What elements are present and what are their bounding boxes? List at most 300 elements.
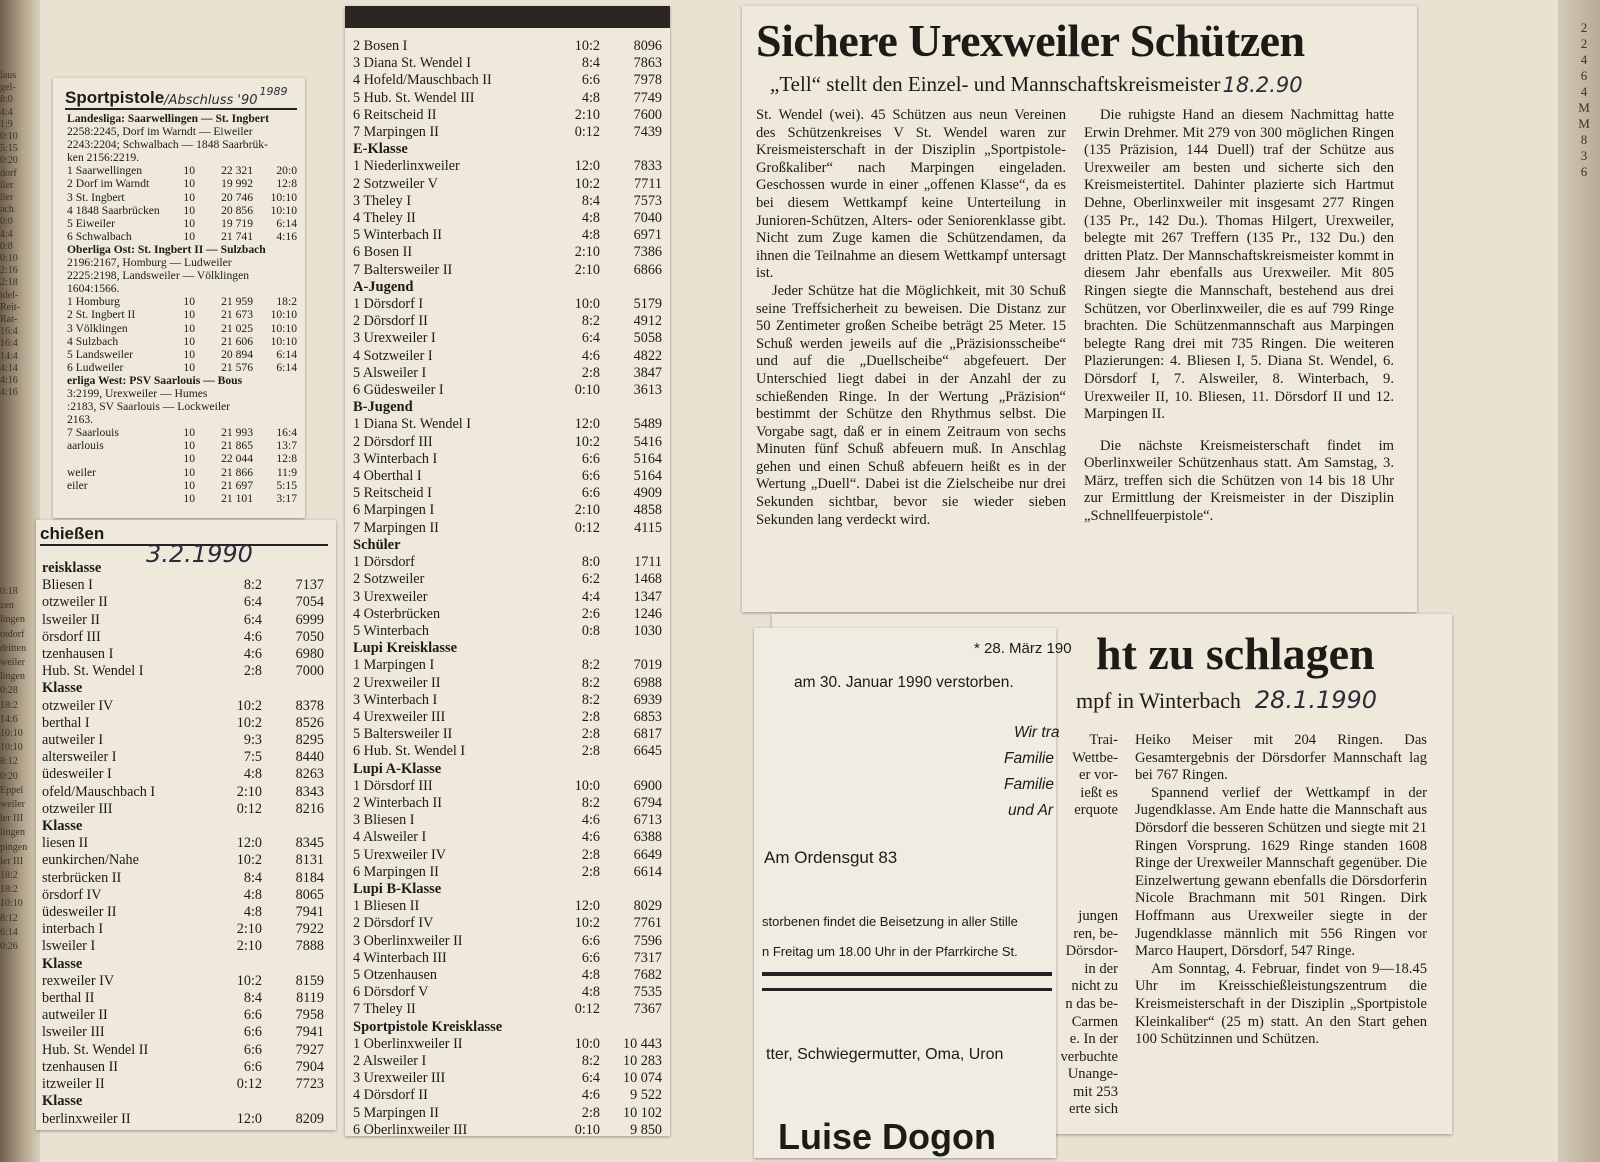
team-name: 1 Dörsdorf III: [353, 777, 433, 794]
edge-fragment: otdorf: [0, 628, 25, 640]
team-name: 1 Homburg: [67, 295, 120, 309]
rings: 10 102: [622, 1104, 662, 1121]
team-name: 3 Urexweiler III: [353, 1070, 446, 1087]
points: 0:12: [236, 1076, 262, 1093]
edge-fragment: weiler: [0, 799, 25, 811]
points: 10:10: [270, 334, 297, 348]
edge-fragment: 10:10: [0, 728, 23, 740]
points: 2:6: [581, 605, 600, 622]
points: 6:14: [276, 347, 297, 361]
text-fragment: Wettbe-: [1072, 749, 1118, 766]
edge-fragment: 14:6: [0, 713, 18, 725]
points: 2:10: [236, 783, 262, 800]
handwritten-note: /Abschluss '90: [164, 93, 258, 108]
rings: 7761: [633, 915, 662, 932]
text-line: 2243:2204; Schwalbach — 1848 Saarbrük-: [67, 138, 268, 152]
edge-fragment: idel-: [0, 289, 19, 301]
table-row: [353, 847, 662, 864]
table-row: [67, 308, 297, 321]
rings: 7137: [295, 577, 324, 594]
team-name: 1 Bliesen II: [353, 898, 420, 915]
rings: 10 283: [622, 1052, 662, 1069]
rings: 9 522: [630, 1087, 662, 1104]
article-paragraph: St. Wendel (wei). 45 Schützen aus neun Vereinen des Schützenkreises V St. Wendel waren zur Kreismeisterschaft in der Disziplin „Sportpistole-Großkaliber“ nach Marpingen eingeladen. Geschossen wurde in einer „offenen Klasse“, da es bei diesem Wettkampf keine Unterteilung in Junioren-Schützen, Alters- oder Seniorenklasse gibt. Nicht zum Zuge kamen die Schützendamen, da ihnen die Teilnahme an diesem Wettkampf untersagt ist.: [756, 107, 1066, 282]
points: 2:8: [243, 663, 262, 680]
team-name: autweiler I: [42, 732, 104, 749]
clip-schiessen-kreisklasse: [36, 520, 336, 1130]
text-fragment: er vor-: [1078, 767, 1118, 784]
obituary-line: storbenen findet die Beisetzung in aller Stille: [762, 914, 1018, 929]
table-row: [353, 571, 662, 588]
table-row: [42, 1076, 324, 1093]
edge-fragment: ler III: [0, 813, 24, 825]
edge-fragment: 0:10: [0, 131, 18, 143]
team-name: 7 Marpingen II: [353, 124, 439, 141]
edge-fragment: 18:2: [0, 884, 18, 896]
rings: 20 894: [221, 347, 253, 361]
team-name: 1 Dörsdorf: [353, 554, 415, 571]
table-row: [42, 801, 324, 818]
text-fragment: nicht zu: [1071, 978, 1118, 995]
team-name: [67, 492, 173, 505]
edge-fragment: lingen: [0, 827, 25, 839]
table-row: [67, 204, 297, 217]
rings: 7682: [633, 966, 662, 983]
table-row: [353, 348, 662, 365]
table-row: [353, 984, 662, 1001]
table-row: [353, 778, 662, 795]
points: 6:6: [243, 1041, 262, 1058]
points: 8:4: [243, 869, 262, 886]
points: 4:8: [581, 966, 600, 983]
table-row: [353, 864, 662, 881]
points: 10:2: [236, 714, 262, 731]
text-line: 2225:2198, Landsweiler — Völklingen: [67, 269, 250, 283]
table-row: [353, 193, 662, 210]
table-row: [353, 1122, 662, 1139]
matches: 10: [183, 360, 195, 374]
edge-fragment: 2:18: [0, 277, 18, 289]
points: 8:2: [243, 577, 262, 594]
edge-fragment: 3: [1580, 148, 1588, 163]
rings: 7596: [633, 932, 662, 949]
team-name: 2 Winterbach II: [353, 794, 442, 811]
obituary-address: Am Ordensgut 83: [764, 848, 898, 867]
text-fragment: [1052, 820, 1118, 838]
obituary-line: n Freitag um 18.00 Uhr in der Pfarrkirche St.: [762, 944, 1018, 959]
table-row: [67, 348, 297, 361]
table-row: [353, 124, 662, 141]
points: 0:10: [574, 1121, 600, 1138]
section-heading: reisklasse: [42, 560, 102, 576]
edge-fragment: 14:4: [0, 350, 18, 362]
points: 10:10: [270, 321, 297, 335]
edge-fragment: 0:10: [0, 253, 18, 265]
text-fragment: e. In der: [1069, 1031, 1118, 1048]
text-fragment: Carmen: [1071, 1013, 1118, 1030]
table-row: [42, 629, 324, 646]
points: 10:0: [574, 777, 600, 794]
section-heading: E-Klasse: [353, 141, 408, 158]
rings: 8343: [295, 783, 324, 800]
rings: 21 673: [221, 308, 253, 322]
table-row: [353, 434, 662, 451]
rings: 8345: [295, 835, 324, 852]
team-name: tzenhausen I: [42, 646, 114, 663]
team-name: 4 Sulzbach: [67, 334, 119, 348]
points: 8:2: [581, 674, 600, 691]
table-row: [67, 335, 297, 348]
table-row: [42, 1024, 324, 1041]
table-row: [353, 554, 662, 571]
table-row: [67, 492, 297, 505]
team-name: 5 Otzenhausen: [353, 966, 437, 983]
table-row: [42, 921, 324, 938]
points: 8:2: [581, 691, 600, 708]
team-name: 1 Oberlinxweiler II: [353, 1035, 463, 1052]
points: 12:0: [236, 1110, 262, 1127]
matches: 10: [183, 308, 195, 322]
matches: 10: [183, 465, 195, 479]
points: 0:12: [236, 800, 262, 817]
points: 10:2: [574, 38, 600, 54]
text-fragment: mit 253: [1073, 1083, 1118, 1100]
table-row: [353, 1053, 662, 1070]
points: 4:8: [243, 886, 262, 903]
table-row: [353, 262, 662, 279]
text-line: 3:2199, Urexweiler — Humes: [67, 386, 208, 400]
team-name: 5 Baltersweiler II: [353, 726, 453, 743]
points: 12:8: [276, 452, 297, 466]
table-row: [42, 938, 324, 955]
matches: 10: [183, 321, 195, 335]
edge-fragment: 0:26: [0, 941, 18, 953]
team-name: 4 Sotzweiler I: [353, 347, 433, 364]
table-row: [42, 749, 324, 766]
section-heading: Klasse: [42, 680, 83, 697]
obituary-line: Familie: [1004, 776, 1054, 793]
table-row: [42, 835, 324, 852]
points: 2:10: [574, 502, 600, 519]
table-row: [353, 244, 662, 261]
team-name: 7 Baltersweiler II: [353, 261, 453, 278]
points: 2:10: [236, 938, 262, 955]
black-header-bar: [345, 6, 670, 28]
points: 10:2: [236, 697, 262, 714]
edge-fragment: 0:8: [0, 240, 13, 252]
points: 4:6: [243, 628, 262, 645]
table-row: [353, 1105, 662, 1122]
team-name: 3 Urexweiler I: [353, 330, 436, 347]
table-row: [353, 1070, 662, 1087]
section-heading: Klasse: [42, 818, 83, 835]
team-name: 4 Osterbrücken: [353, 605, 441, 622]
clip-title: Sportpistole: [65, 88, 165, 107]
edge-fragment: 8:12: [0, 912, 18, 924]
points: 12:0: [574, 898, 600, 915]
section-heading: Lupi Kreisklasse: [353, 640, 458, 657]
text-fragment: Dörsdor-: [1065, 943, 1118, 960]
rings: 7978: [633, 72, 662, 89]
rings: 7040: [633, 210, 662, 227]
points: 4:16: [276, 229, 297, 243]
points: 8:4: [581, 55, 600, 72]
table-row: [42, 852, 324, 869]
table-row: [353, 692, 662, 709]
points: 6:6: [243, 1024, 262, 1041]
table-row: [42, 887, 324, 904]
points: 13:7: [276, 439, 297, 453]
team-name: eiler: [67, 478, 88, 492]
text-line: Oberliga Ost: St. Ingbert II — Sulzbach: [67, 242, 266, 256]
edge-fragment: dorf: [0, 167, 17, 179]
table-row: [353, 967, 662, 984]
points: 6:6: [581, 485, 600, 502]
matches: 10: [183, 164, 195, 178]
rings: 3847: [633, 364, 662, 381]
edge-fragment: laus: [0, 70, 17, 81]
section-heading: Lupi B-Klasse: [353, 880, 442, 897]
team-name: 6 Güdesweiler I: [353, 382, 444, 399]
obituary-line: Familie: [1004, 750, 1054, 767]
rings: 7904: [295, 1058, 324, 1075]
team-name: 6 Schwalbach: [67, 229, 132, 243]
edge-fragment: Eppel: [0, 784, 24, 796]
rings: 6971: [633, 227, 662, 244]
text-line: :2183, SV Saarlouis — Lockweiler: [67, 400, 231, 414]
edge-fragment: dritten: [0, 642, 27, 654]
table-row: [353, 485, 662, 502]
points: 6:2: [581, 571, 600, 588]
rings: 7050: [295, 628, 324, 645]
edge-fragment: 6: [1580, 68, 1588, 83]
points: 4:8: [581, 227, 600, 244]
rings: 7941: [295, 1024, 324, 1041]
points: 2:10: [236, 921, 262, 938]
points: 8:4: [243, 990, 262, 1007]
text-fragment: n das be-: [1065, 995, 1118, 1012]
table-row: [67, 295, 297, 308]
points: 4:6: [581, 812, 600, 829]
text-fragment: [1052, 855, 1118, 873]
rings: 7958: [295, 1007, 324, 1024]
points: 2:8: [581, 863, 600, 880]
edge-fragment: 4: [1580, 84, 1588, 99]
section-heading: Klasse: [42, 1093, 83, 1110]
edge-fragment: zen: [0, 600, 14, 612]
table-row: [353, 72, 662, 89]
rings: 21 741: [221, 229, 253, 243]
section-heading: Sportpistole Kreisklasse: [353, 1018, 503, 1035]
rings: 4115: [634, 519, 662, 536]
team-name: üdesweiler II: [42, 904, 117, 921]
handwritten-date: 18.2.90: [1222, 73, 1303, 97]
points: 8:0: [581, 554, 600, 571]
team-name: 4 Alsweiler I: [353, 829, 427, 846]
rings: 21 576: [221, 360, 253, 374]
points: 0:12: [574, 124, 600, 141]
edge-fragment: 0:18: [0, 586, 18, 597]
handwritten-date: 28.1.1990: [1254, 686, 1378, 714]
points: 9:3: [243, 732, 262, 749]
team-name: 4 Urexweiler III: [353, 708, 446, 725]
text-fragment: ießt es: [1080, 784, 1118, 801]
edge-fragment: 8:12: [0, 756, 18, 768]
team-name: 2 Dörsdorf II: [353, 313, 428, 330]
table-row: [353, 933, 662, 950]
rings: 7723: [295, 1076, 324, 1093]
team-name: sterbrücken II: [42, 869, 122, 886]
clip-obituary-notice: [754, 628, 1072, 1158]
rings: 6388: [633, 829, 662, 846]
edge-fragment: 18:2: [0, 870, 18, 882]
article-paragraph: Am Sonntag, 4. Februar, findet von 9—18.45 Uhr im Kreisschießleistungszentrum die Kreismeisterschaft in der Disziplin „Sportpistole Kleinkaliber“ (25 m) statt. An den Start gehen 100 Schützinnen und Schützen.: [1135, 960, 1427, 1048]
edge-fragment: 4: [1580, 52, 1588, 67]
edge-fragment: 8:0: [0, 94, 13, 106]
table-row: [353, 1036, 662, 1053]
table-row: [353, 795, 662, 812]
table-row: [42, 663, 324, 680]
rings: 21 865: [221, 439, 253, 453]
obituary-rule: [762, 972, 1052, 976]
team-name: 7 Saarlouis: [67, 426, 119, 440]
clip-sportpistole-landesliga: [53, 78, 305, 518]
points: 2:8: [581, 726, 600, 743]
left-edge-fragments-lower: [0, 585, 34, 955]
team-name: 1 Saarwellingen: [67, 164, 143, 178]
rings: 6980: [295, 646, 324, 663]
obituary-line: tter, Schwiegermutter, Oma, Uron: [766, 1046, 1004, 1063]
edge-fragment: 4:16: [0, 375, 18, 387]
clip-kreisliga-results: [345, 6, 670, 1136]
edge-fragment: 5:15: [0, 143, 18, 155]
matches: 10: [183, 295, 195, 309]
rings: 7600: [633, 106, 662, 123]
text-line: 1604:1566.: [67, 282, 120, 296]
table-row: [353, 90, 662, 107]
edge-fragment: 0:0: [0, 216, 13, 228]
matches: 10: [183, 426, 195, 440]
table-row: [42, 1111, 324, 1128]
table-row: [42, 1042, 324, 1059]
table-row: [42, 870, 324, 887]
team-name: 3 Bliesen I: [353, 812, 415, 829]
rings: 6900: [633, 777, 662, 794]
left-edge-fragments: [0, 70, 36, 500]
article-subhead: „Tell“ stellt den Einzel- und Mannschaftskreismeister: [770, 72, 1221, 96]
rings: 8378: [295, 697, 324, 714]
points: 10:2: [236, 972, 262, 989]
points: 0:8: [581, 622, 600, 639]
edge-fragment: 0:28: [0, 685, 18, 697]
obituary-death-date: am 30. Januar 1990 verstorben.: [794, 674, 1014, 691]
text-fragment: [1052, 890, 1118, 908]
team-name: 7 Theley II: [353, 1001, 416, 1018]
team-name: aarlouis: [67, 439, 104, 453]
points: 12:8: [276, 177, 297, 191]
team-name: 5 Alsweiler I: [353, 364, 427, 381]
rings: 8209: [295, 1110, 324, 1127]
team-name: 3 Diana St. Wendel I: [353, 55, 471, 72]
matches: 10: [183, 177, 195, 191]
edge-fragment: M: [1578, 116, 1590, 131]
points: 2:8: [581, 708, 600, 725]
rings: 8119: [296, 990, 324, 1007]
team-name: 5 Reitscheid I: [353, 485, 432, 502]
edge-fragment: lingen: [0, 671, 25, 683]
table-row: [67, 191, 297, 204]
points: 2:8: [581, 743, 600, 760]
text-line: ken 2156:2219.: [67, 151, 140, 165]
rings: 4858: [633, 502, 662, 519]
rings: 7573: [633, 192, 662, 209]
rings: 20 856: [221, 203, 253, 217]
rings: 5164: [633, 468, 662, 485]
rings: 8295: [295, 732, 324, 749]
points: 6:6: [243, 1058, 262, 1075]
team-name: otzweiler IV: [42, 697, 114, 714]
table-row: [353, 158, 662, 175]
team-name: 6 Ludweiler: [67, 360, 124, 374]
rings: 8065: [295, 886, 324, 903]
points: 4:6: [243, 646, 262, 663]
points: 8:2: [581, 794, 600, 811]
points: 2:10: [574, 244, 600, 261]
edge-fragment: 18:2: [0, 699, 18, 711]
rings: 7888: [295, 938, 324, 955]
rings: 21 101: [221, 491, 253, 505]
table-row: [353, 330, 662, 347]
matches: 10: [183, 229, 195, 243]
table-row: [67, 479, 297, 492]
rings: 1711: [634, 554, 662, 571]
table-row: [42, 715, 324, 732]
points: 2:8: [581, 846, 600, 863]
team-name: 2 Sotzweiler: [353, 571, 425, 588]
rings: 1246: [633, 605, 662, 622]
edge-fragment: Reit-: [0, 301, 20, 313]
rings: 9 850: [630, 1121, 662, 1138]
team-name: 2 Sotzweiler V: [353, 175, 438, 192]
edge-fragment: pingen: [0, 841, 28, 853]
team-name: berlinxweiler II: [42, 1110, 131, 1127]
rings: 6794: [633, 794, 662, 811]
clip-title: chießen: [40, 524, 105, 543]
text-fragment: erte sich: [1068, 1101, 1118, 1118]
rings: 7922: [295, 921, 324, 938]
table-row: [353, 38, 662, 55]
team-name: 5 Winterbach: [353, 622, 429, 639]
team-name: 3 Winterbach I: [353, 450, 438, 467]
section-heading: B-Jugend: [353, 399, 413, 416]
team-name: 2 Urexweiler II: [353, 674, 441, 691]
team-name: 4 Theley II: [353, 210, 416, 227]
rings: 8440: [295, 749, 324, 766]
table-row: [67, 466, 297, 479]
edge-fragment: 10:10: [0, 742, 23, 754]
article-paragraph: Spannend verlief der Wettkampf in der Jugendklasse. Am Ende hatte die Mannschaft aus Dörsdorf die besseren Schützen und siegte mit 21 Ringen Vorsprung. 1629 Ringe standen 1608 Ringe der Urexweiler Mannschaft gegenüber. Die Einzelwertung gewann ebenfalls die Dörsdorferin Nicole Brachmann mit 501 Ringen. Dirk Hoffmann aus Urexweiler siegte in der Jugendklasse männlich mit 556 Ringen vor Marco Haupert, Dörsdorf, 547 Ringe.: [1135, 784, 1427, 960]
rings: 5416: [633, 433, 662, 450]
rings: 1030: [633, 622, 662, 639]
points: 4:8: [243, 904, 262, 921]
table-row: [42, 1059, 324, 1076]
team-name: otzweiler III: [42, 800, 113, 817]
points: 10:10: [270, 203, 297, 217]
rings: 7000: [295, 663, 324, 680]
team-name: 2 Dorf im Warndt: [67, 177, 150, 191]
table-row: [353, 365, 662, 382]
rings: 7317: [633, 949, 662, 966]
